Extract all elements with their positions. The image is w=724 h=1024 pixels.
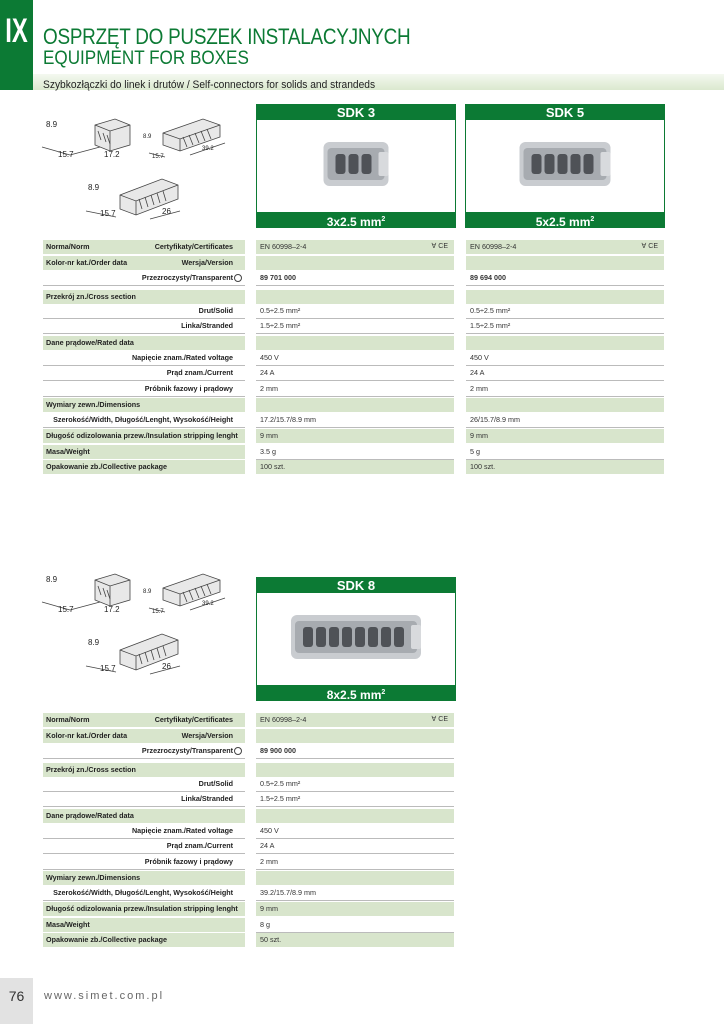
spec-value: 17.2/15.7/8.9 mm [260,415,316,424]
product-size: 8x2.5 $mm^2$ [257,685,455,700]
spec-value-row [466,336,664,350]
spec-value: 89 701 000 [260,273,296,282]
spec-value: 1.5÷2.5 mm² [260,794,301,803]
connector-photo [466,120,664,212]
spec-value-row [466,256,664,270]
spec-label: Przekrój zn./Cross section [46,292,136,301]
spec-sublabel: Drut/Solid [198,779,233,788]
chapter-tab [0,0,33,90]
spec-sublabel: Linka/Stranded [181,321,233,330]
spec-label-row [43,336,245,350]
dim-length-5-label-2: 26 [162,662,171,671]
spec-value-row [256,855,454,870]
spec-value-row [256,839,454,854]
spec-value-row [256,744,454,759]
spec-value-row [256,792,454,807]
certificate-marks-icon: ∀ CE [431,243,448,250]
spec-value: EN 60998–2-4 [470,242,517,251]
spec-label: Kolor-nr kat./Order data [46,258,128,267]
product-size: 3x2.5 $mm^2$ [257,212,455,227]
spec-label-row [43,366,245,381]
spec-sublabel: Linka/Stranded [181,794,233,803]
spec-sublabel: Certyfikaty/Certificates [154,242,233,251]
dim-width-label-b-2: 15.7 [100,664,116,673]
dim-length-3-label: 17.2 [104,150,120,159]
spec-value-row [256,809,454,823]
dim-length-5-label: 26 [162,207,171,216]
spec-value: 24 A [260,368,275,377]
spec-value: 26/15.7/8.9 mm [470,415,520,424]
spec-sublabel: Napięcie znam./Rated voltage [131,353,233,362]
spec-value-row [256,824,454,839]
page-subtitle: Szybkozłączki do linek i drutów / Self-connectors for solids and strandeds [43,79,376,91]
product-card [465,104,665,228]
spec-label-row [43,886,245,901]
spec-value: 50 szt. [260,935,282,944]
spec-value: 0.5÷2.5 mm² [260,306,301,315]
dim-height-label-5-2: 8.9 [143,589,152,595]
spec-label: Opakowanie zb./Collective package [46,462,168,471]
spec-value: 3.5 g [260,447,276,456]
spec-value-row [256,271,454,286]
spec-label-row [43,460,245,474]
spec-value: 39.2/15.7/8.9 mm [260,888,316,897]
dim-width-label-5-2: 15.7 [152,609,164,615]
spec-label-row [43,240,245,254]
spec-value: 89 900 000 [260,746,296,755]
spec-value-row [256,304,454,319]
spec-sublabel: Wersja/Version [181,731,233,740]
website-link[interactable]: www.simet.com.pl [44,990,165,1002]
spec-value-row [256,366,454,381]
spec-value: EN 60998–2-4 [260,715,307,724]
spec-sublabel: Drut/Solid [198,306,233,315]
spec-value: 2 mm [260,384,278,393]
spec-label-row [43,792,245,807]
spec-value-row [466,382,664,397]
spec-sublabel: Prąd znam./Current [166,841,233,850]
spec-sublabel: Szerokość/Width, Długość/Lenght, Wysokość/Height [53,888,233,897]
spec-label: Dane prądowe/Rated data [46,338,134,347]
spec-label-row [43,824,245,839]
product-size: 5x2.5 $mm^2$ [466,212,664,227]
page-title-en: EQUIPMENT FOR BOXES [43,48,249,69]
spec-value-row [256,918,454,933]
spec-label: Masa/Weight [46,447,90,456]
dim-width-label-5: 15.7 [152,154,164,160]
spec-value-row [466,429,664,443]
dim-length-3-label-2: 17.2 [104,605,120,614]
spec-value-row [256,777,454,792]
dim-width-label: 15.7 [58,150,74,159]
product-card [256,104,456,228]
spec-value: 24 A [260,841,275,850]
spec-label-row [43,713,245,727]
connector-photo [257,593,455,685]
spec-value-row [256,871,454,885]
spec-label: Norma/Norm [46,715,90,724]
spec-label-row [43,902,245,916]
product-name: SDK 5 [466,105,664,120]
spec-value-row [466,319,664,334]
spec-label-row [43,319,245,334]
spec-value-row [256,351,454,366]
dim-height-label-2: 8.9 [46,575,58,584]
page-number: 76 [8,988,25,1004]
spec-value: 24 A [470,368,485,377]
spec-label-row [43,933,245,947]
spec-value: 2 mm [470,384,488,393]
product-name: SDK 3 [257,105,455,120]
spec-label: Długość odizolowania przew./Insulation stripping lenght [46,431,238,440]
spec-value-row [256,256,454,270]
spec-value: 450 V [470,353,489,362]
spec-sublabel: Przezroczysty/Transparent [141,273,233,282]
spec-label-row [43,918,245,932]
spec-value: 0.5÷2.5 mm² [470,306,511,315]
spec-sublabel: Szerokość/Width, Długość/Lenght, Wysokość/Height [53,415,233,424]
spec-value-row [466,304,664,319]
spec-value-row [256,886,454,901]
spec-value-row [256,336,454,350]
spec-value: 9 mm [470,431,488,440]
spec-value: 5 g [470,447,480,456]
spec-label: Wymiary zewn./Dimensions [46,400,141,409]
spec-label: Długość odizolowania przew./Insulation stripping lenght [46,904,238,913]
spec-value: 0.5÷2.5 mm² [260,779,301,788]
spec-value-row [256,398,454,412]
spec-value: EN 60998–2-4 [260,242,307,251]
spec-label: Opakowanie zb./Collective package [46,935,168,944]
spec-value-row [256,413,454,428]
spec-value-row [466,460,664,474]
spec-value-row [256,429,454,443]
dim-width-label-2: 15.7 [58,605,74,614]
spec-value-row [256,763,454,777]
connector-photo [257,120,455,212]
certificate-marks-icon: ∀ CE [641,243,658,250]
spec-label-row [43,429,245,443]
spec-value: 9 mm [260,904,278,913]
spec-label: Norma/Norm [46,242,90,251]
page-title-pl: OSPRZĘT DO PUSZEK INSTALACYJNYCH [43,24,411,49]
product-name: SDK 8 [257,578,455,593]
spec-value-row [256,382,454,397]
dimension-drawing-1 [40,115,245,220]
spec-label-row [43,271,245,286]
spec-label-row [43,744,245,759]
spec-sublabel: Przezroczysty/Transparent [141,746,233,755]
transparent-circle-icon [234,274,242,282]
spec-label-row [43,445,245,459]
spec-label: Kolor-nr kat./Order data [46,731,128,740]
spec-sublabel: Próbnik fazowy i prądowy [144,384,233,393]
dim-width-label-b: 15.7 [100,209,116,218]
transparent-circle-icon [234,747,242,755]
spec-value: 89 694 000 [470,273,506,282]
spec-value-row [256,445,454,460]
spec-value-row [466,271,664,286]
spec-value: 9 mm [260,431,278,440]
spec-label-row [43,839,245,854]
spec-sublabel: Próbnik fazowy i prądowy [144,857,233,866]
dim-height-label-b-2: 8.9 [88,638,100,647]
spec-value-row [256,713,454,727]
spec-label-row [43,382,245,397]
spec-label-row [43,871,245,885]
spec-value-row [256,319,454,334]
spec-label-row [43,351,245,366]
spec-value: 450 V [260,826,279,835]
dimension-drawing-2 [40,570,245,675]
dim-length-8-label: 39.2 [202,146,214,152]
spec-value: 2 mm [260,857,278,866]
spec-label-row [43,763,245,777]
spec-value-row [256,902,454,916]
dim-height-label-b: 8.9 [88,183,100,192]
spec-value-row [466,398,664,412]
spec-label-row [43,855,245,870]
spec-sublabel: Prąd znam./Current [166,368,233,377]
spec-label: Wymiary zewn./Dimensions [46,873,141,882]
spec-value: 450 V [260,353,279,362]
spec-label-row [43,809,245,823]
spec-label: Masa/Weight [46,920,90,929]
spec-sublabel: Certyfikaty/Certificates [154,715,233,724]
spec-label-row [43,729,245,743]
spec-value: 100 szt. [260,462,286,471]
spec-value-row [466,413,664,428]
certificate-marks-icon: ∀ CE [431,716,448,723]
dim-length-8-label-2: 39.2 [202,601,214,607]
spec-value: 1.5÷2.5 mm² [470,321,511,330]
dim-height-label: 8.9 [46,120,58,129]
spec-value-row [256,933,454,947]
spec-label-row [43,777,245,792]
spec-value-row [256,460,454,474]
spec-value-row [466,445,664,460]
spec-value-row [256,290,454,304]
spec-value-row [466,240,664,254]
spec-value: 8 g [260,920,270,929]
spec-value: 1.5÷2.5 mm² [260,321,301,330]
spec-value-row [466,366,664,381]
spec-sublabel: Wersja/Version [181,258,233,267]
product-card [256,577,456,701]
spec-value-row [256,240,454,254]
spec-label: Przekrój zn./Cross section [46,765,136,774]
spec-label-row [43,304,245,319]
spec-label-row [43,413,245,428]
spec-sublabel: Napięcie znam./Rated voltage [131,826,233,835]
chapter-number: IX [5,12,28,50]
spec-label-row [43,290,245,304]
dim-height-label-5: 8.9 [143,134,152,140]
spec-label: Dane prądowe/Rated data [46,811,134,820]
spec-label-row [43,398,245,412]
spec-value: 100 szt. [470,462,496,471]
spec-value-row [466,351,664,366]
spec-value-row [256,729,454,743]
spec-label-row [43,256,245,270]
spec-value-row [466,290,664,304]
